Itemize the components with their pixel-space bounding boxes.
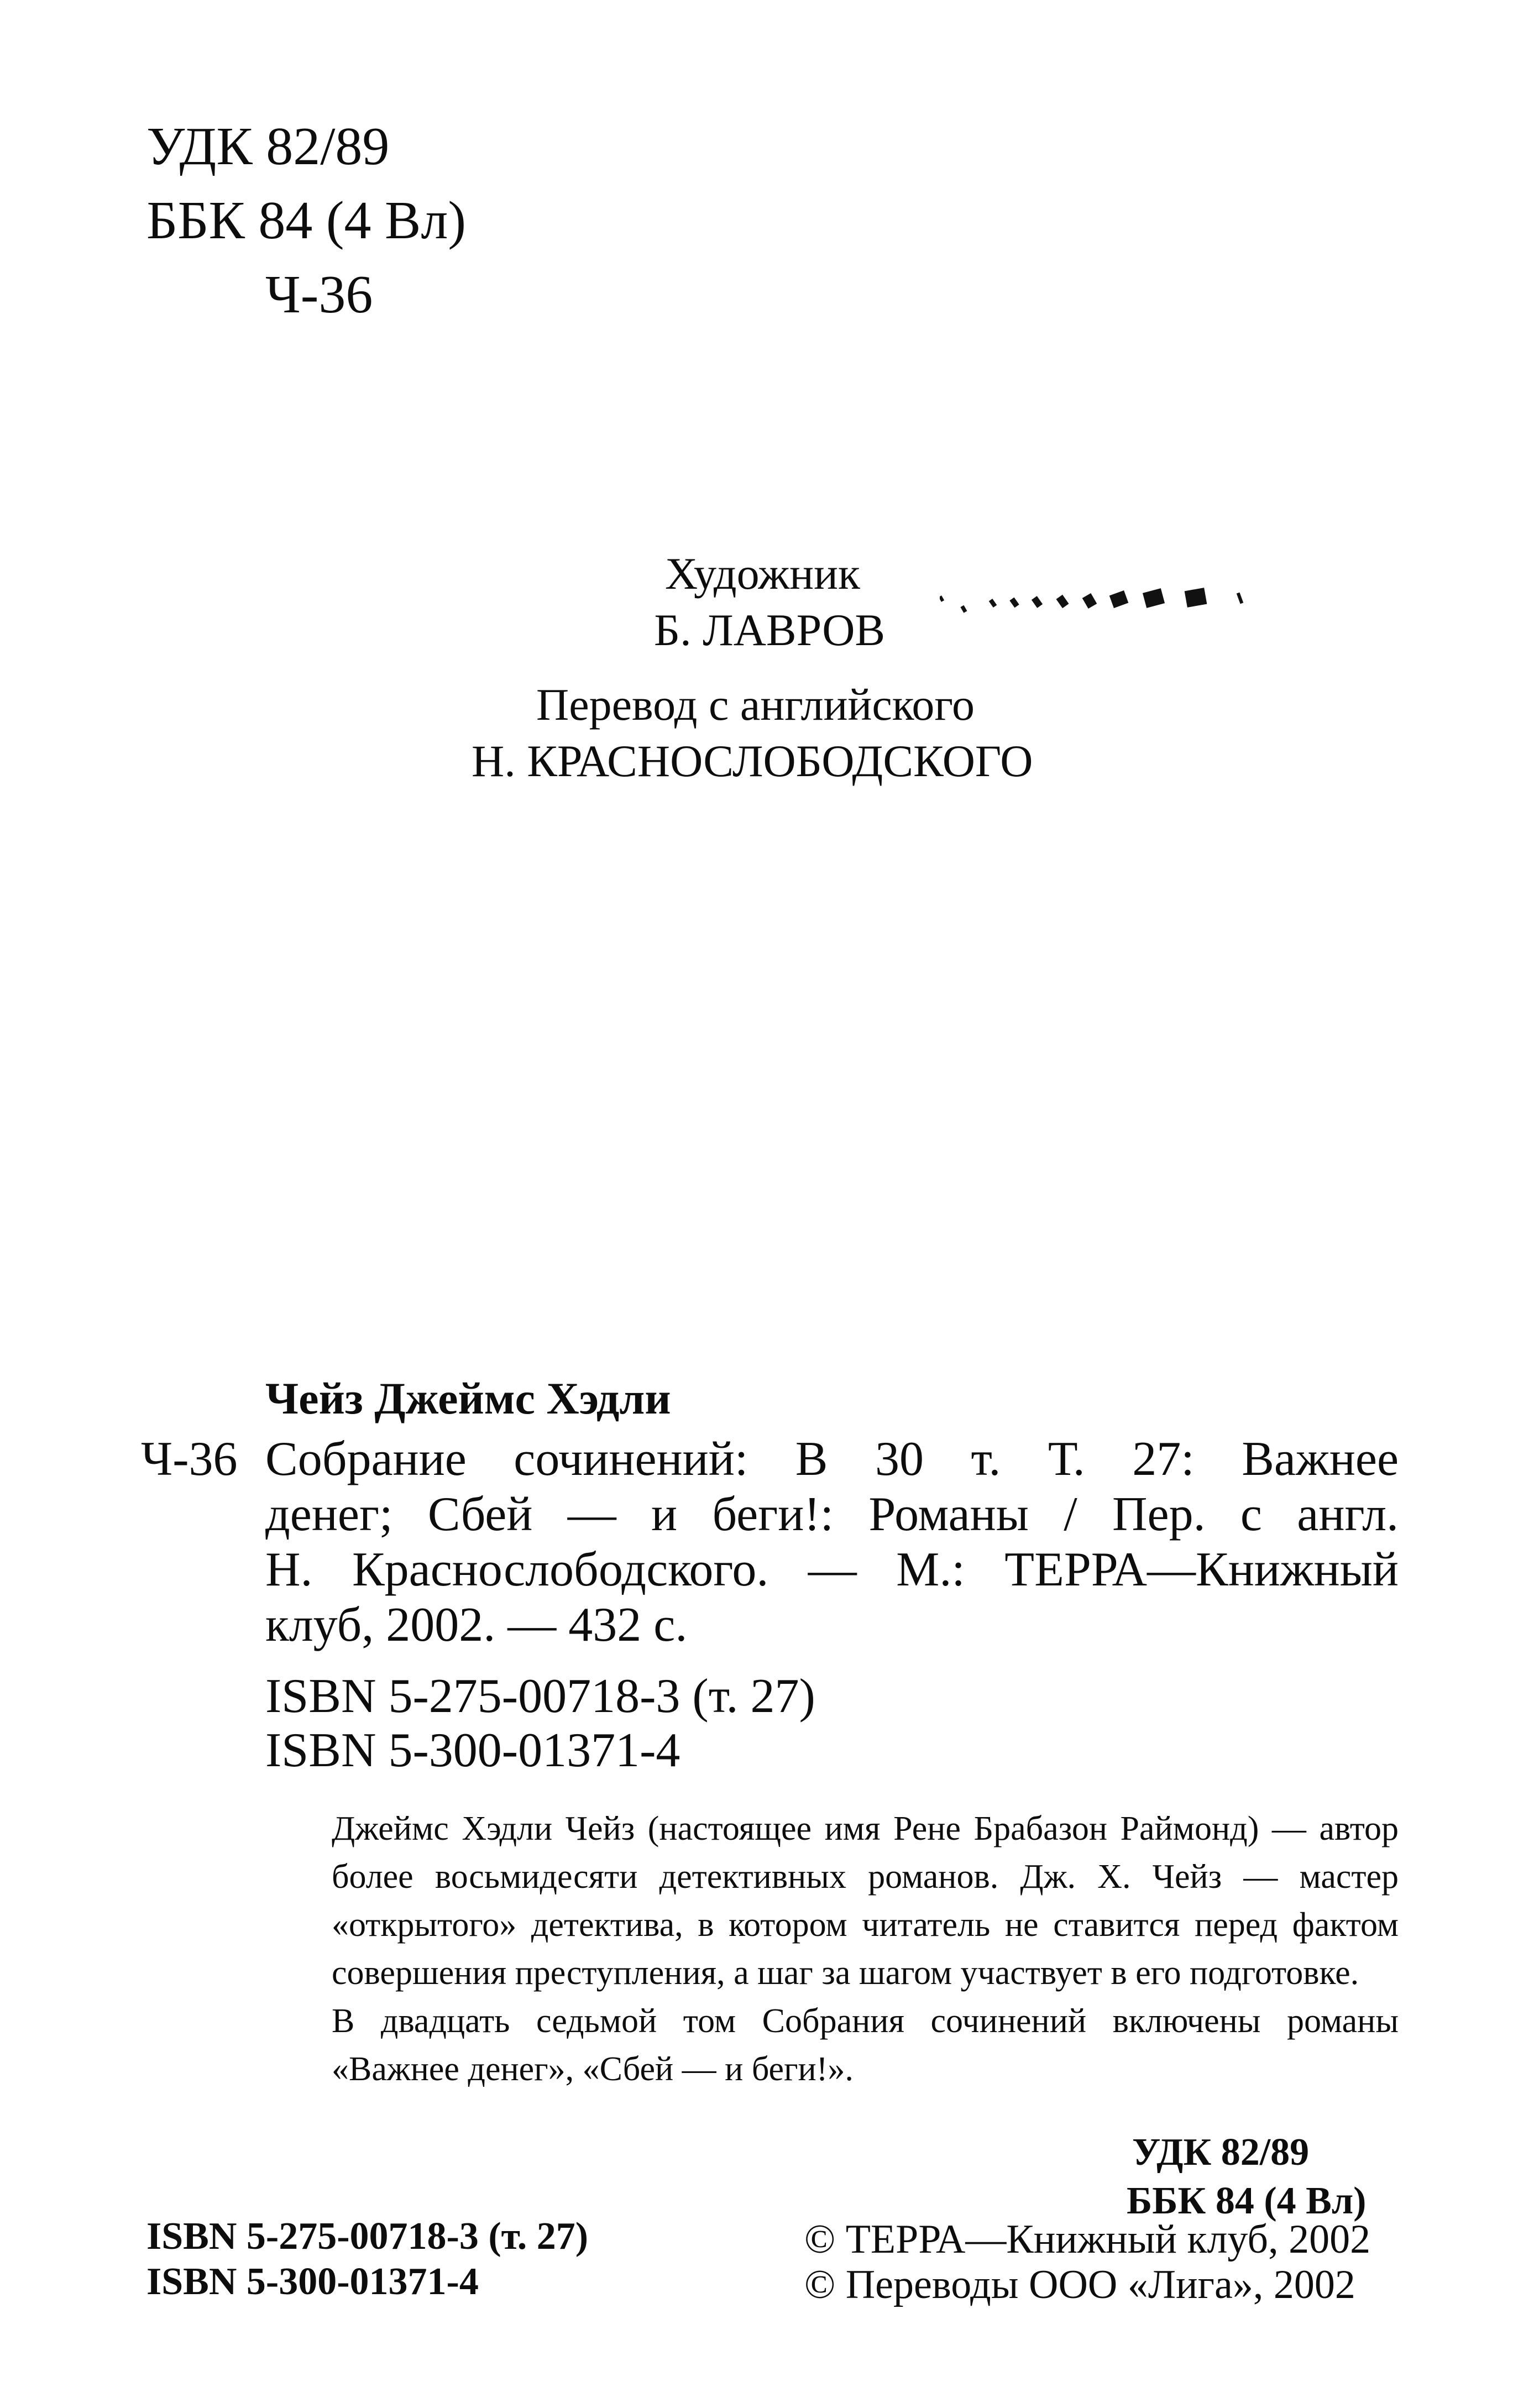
annotation-paragraph-1: Джеймс Хэдли Чейз (настоящее имя Рене Брабазон Раймонд) — автор более восьмидесяти детективных романов. Дж. Х. Чейз — мастер «открытого» детектива, в котором читатель не ставится перед фактом совершения преступления, а шаг за шагом участвует в его подготовке. (332, 1810, 1399, 1992)
scan-speck-marks (940, 585, 1260, 629)
copyright-block (804, 2217, 1370, 2307)
description-line: денег; Сбей — и беги!: Романы / Пер. с англ. (265, 1488, 1399, 1541)
classification-bottom (1127, 2128, 1366, 2226)
artist-role-label: Художник (665, 548, 860, 599)
isbn-set: ISBN 5-300-01371-4 (265, 1724, 680, 1777)
artist-name: Б. ЛАВРОВ (654, 605, 886, 655)
description-line: клуб, 2002. — 432 с. (265, 1598, 688, 1652)
udk-code-top: УДК 82/89 (146, 117, 390, 176)
isbn-list-bottom (146, 2214, 588, 2305)
udk-code-bottom: УДК 82/89 (1132, 2131, 1310, 2174)
bbk-code-bottom: ББК 84 (4 Вл) (1127, 2180, 1367, 2222)
author-heading: Чейз Джеймс Хэдли (265, 1373, 671, 1423)
translator-name: Н. КРАСНОСЛОБОДСКОГО (472, 736, 1033, 786)
bbk-code-top: ББК 84 (4 Вл) (146, 191, 466, 250)
description-line: Н. Краснослободского. — М.: ТЕРРА—Книжный (265, 1543, 1399, 1596)
description-line: Собрание сочинений: В 30 т. Т. 27: Важнее (265, 1432, 1399, 1486)
isbn-list-card (265, 1669, 815, 1778)
copyright-publisher: © ТЕРРА—Книжный клуб, 2002 (804, 2217, 1371, 2262)
isbn-volume-bottom: ISBN 5-275-00718-3 (т. 27) (146, 2215, 589, 2258)
annotation (332, 1805, 1399, 2093)
translator-role-label: Перевод с английского (536, 679, 975, 730)
author-mark-top: Ч-36 (265, 265, 373, 324)
annotation-paragraph-2: В двадцать седьмой том Собрания сочинений включены романы «Важнее денег», «Сбей — и беги!». (332, 2002, 1399, 2088)
bibliographic-description (265, 1432, 1399, 1653)
copyright-translations: © Переводы ООО «Лига», 2002 (804, 2262, 1355, 2307)
author-mark-card: Ч-36 (141, 1432, 238, 1486)
isbn-volume: ISBN 5-275-00718-3 (т. 27) (265, 1669, 815, 1723)
isbn-set-bottom: ISBN 5-300-01371-4 (146, 2260, 479, 2303)
